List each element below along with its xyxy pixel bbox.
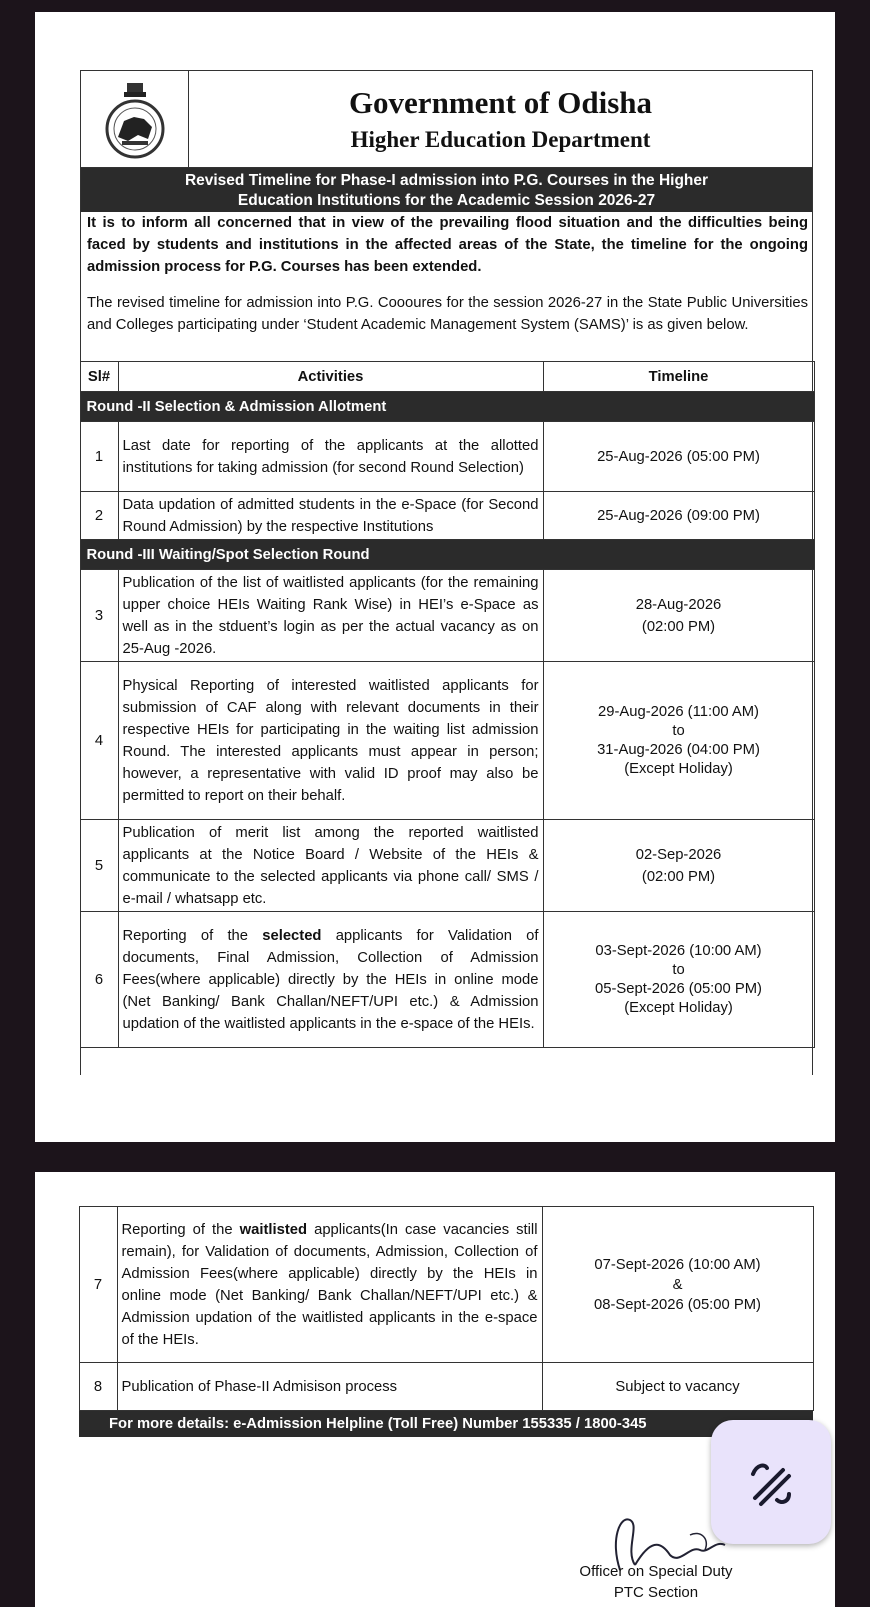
table-row [79,1207,813,1363]
row-activity: Last date for reporting of the applicants at the allotted institutions for taking admission (for second Round Selection) [118,422,543,492]
row-sl: 2 [80,492,118,540]
row-activity: Physical Reporting of interested waitlisted applicants for submission of CAF along with relevant documents in their respective HEIs for participating in the waiting list admission Round. The interested applicants must appear in person; however, a representative with valid ID proof may also be permitted to report on their behalf. [118,662,543,820]
emblem-cell [81,71,189,168]
notice-frame-continued [80,1206,813,1468]
timeline-line: 02-Sep-2026 [635,846,722,863]
section-row-round3 [80,540,814,570]
intro-paragraph-2: The revised timeline for admission into P.G. Coooures for the session 2026-27 in the State Public Universities and Colleges participating under ‘Student Academic Management System (SAMS)’ is as given below. [87,295,808,333]
row-activity [118,912,543,1048]
header-activities: Activities [118,362,543,392]
row-timeline [543,820,814,912]
timeline-line: 08-Sept-2026 (05:00 PM) [594,1296,761,1313]
timeline-line: to [672,961,685,978]
timeline-table [80,361,815,1048]
section-title: Round -II Selection & Admission Allotment [80,392,814,422]
table-header-row [80,362,814,392]
row-sl: 7 [79,1207,117,1363]
banner-line-1: Revised Timeline for Phase-I admission into P.G. Courses in the Higher [184,172,709,189]
table-row [80,662,814,820]
row-sl: 8 [79,1363,117,1411]
timeline-line: Subject to vacancy [615,1378,740,1395]
helpline-bar [79,1411,813,1437]
row-timeline [542,1207,813,1363]
table-row [80,422,814,492]
row-activity: Publication of merit list among the reported waitlisted applicants at the Notice Board / Website of the HEIs & communicate to the selected applicants via phone call/ SMS / e-mail / whatsapp etc. [118,820,543,912]
activity-text: applicants for Validation of documents, Final Admission, Collection of Admission Fees(where applicable) directly by the HEIs in online mode (Net Banking/ Bank Challan/NEFT/UPI etc.) & Admission updation of the waitlisted applicants in the e-space of the HEIs. [122,927,539,1032]
intro-paragraph-1: It is to inform all concerned that in view of the prevailing flood situation and the difficulties being faced by students and institutions in the affected areas of the State, the timeline for the ongoing admission process for P.G. Courses has been extended. [87,215,808,275]
row-timeline [542,1363,813,1411]
timeline-line: 25-Aug-2026 (09:00 PM) [597,507,760,524]
table-row [80,570,814,662]
signatory-title: Officer on Special Duty [579,1563,733,1580]
row-timeline [543,422,814,492]
row-activity [117,1207,542,1363]
timeline-table-continued [79,1206,814,1437]
timeline-line: 28-Aug-2026 [635,596,722,613]
row-sl: 6 [80,912,118,1048]
row-timeline [543,492,814,540]
row-timeline [543,912,814,1048]
row-sl: 3 [80,570,118,662]
timeline-line: 25-Aug-2026 (05:00 PM) [597,448,760,465]
table-row [80,912,814,1048]
timeline-line: (Except Holiday) [624,760,733,777]
section-row-round2 [80,392,814,422]
header-timeline: Timeline [543,362,814,392]
row-timeline [543,662,814,820]
activity-text: applicants(In case vacancies still remain), for Validation of documents, Admission, Collection of Admission Fees(where applicable) directly by the HEIs in online mode (Net Banking/ Bank Challan/NEFT/UPI etc.) & Admission updation of the waitlisted applicants in the e-space of the HEIs. [121,1221,538,1348]
timeline-line: (02:00 PM) [641,868,716,885]
table-row [80,492,814,540]
government-title: Government of Odisha [348,85,653,120]
section-title: Round -III Waiting/Spot Selection Round [80,540,814,570]
timeline-line: 31-Aug-2026 (04:00 PM) [597,741,760,758]
row-activity: Data updation of admitted students in the e-Space (for Second Round Admission) by the respective Institutions [118,492,543,540]
table-row [80,820,814,912]
row-activity: Publication of Phase-II Admisison process [117,1363,542,1411]
timeline-line: (02:00 PM) [641,618,716,635]
helpline-text: For more details: e-Admission Helpline (Toll Free) Number 155335 / 1800-345 [79,1411,813,1437]
row-activity: Publication of the list of waitlisted applicants (for the remaining upper choice HEIs Waiting Rank Wise) in HEI’s e-Space as well as in the stduent’s login as per the actual vacancy as on 25-Aug -2026. [118,570,543,662]
document-page-1 [35,12,835,1142]
notice-banner [81,168,812,212]
row-timeline [543,570,814,662]
timeline-line: 03-Sept-2026 (10:00 AM) [595,942,762,959]
row-sl: 1 [80,422,118,492]
activity-emphasis: waitlisted [239,1221,308,1238]
banner-line-2: Education Institutions for the Academic Session 2026-27 [237,192,656,209]
timeline-line: 29-Aug-2026 (11:00 AM) [598,703,759,720]
table-row [79,1363,813,1411]
timeline-line: (Except Holiday) [624,999,733,1016]
activity-text: Reporting of the [121,1221,240,1238]
odisha-emblem-icon [100,81,170,159]
department-title: Higher Education Department [350,127,651,152]
timeline-line: & [672,1276,683,1293]
timeline-line: to [672,722,685,739]
timeline-line: 05-Sept-2026 (05:00 PM) [595,980,762,997]
notice-frame [80,70,813,1075]
signatory-section: PTC Section [613,1584,699,1601]
edit-pen-icon [743,1454,799,1510]
row-sl: 5 [80,820,118,912]
activity-emphasis: selected [262,927,322,944]
letterhead [81,71,812,168]
activity-text: Reporting of the [122,927,263,944]
row-sl: 4 [80,662,118,820]
header-sl: Sl# [80,362,118,392]
timeline-line: 07-Sept-2026 (10:00 AM) [594,1256,761,1273]
